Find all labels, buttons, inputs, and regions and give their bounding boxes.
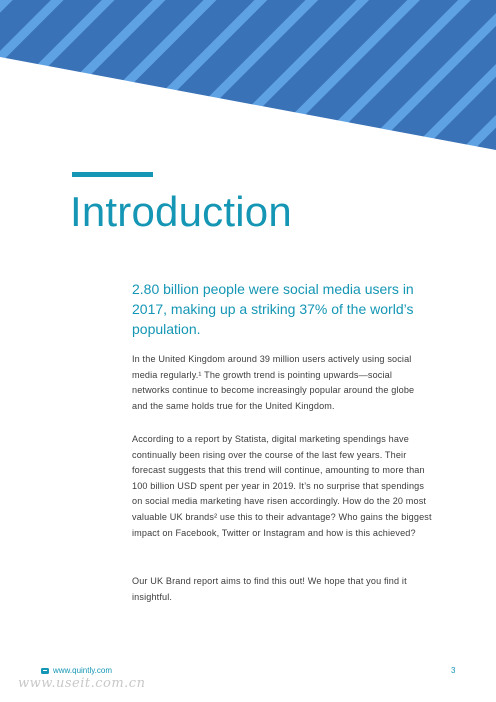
quintly-logo-icon (41, 667, 49, 675)
watermark: www.useit.com.cn (18, 676, 146, 691)
title-accent-bar (72, 172, 153, 177)
body-paragraph-3: Our UK Brand report aims to find this out! We hope that you find it insightful. (132, 576, 407, 602)
footer-url-text[interactable]: www.quintly.com (53, 666, 112, 675)
body-paragraph-1: In the United Kingdom around 39 million users actively using social media regularly.¹ The growth trend is pointing upwards—social networks continue to become increasingly popular around the globe and the same holds true for the United Kingdom. (132, 354, 415, 411)
diagonal-stripe-banner (0, 0, 496, 150)
footer-link[interactable] (41, 666, 112, 675)
body-paragraph-2: According to a report by Statista, digital marketing spendings have continually been rising over the course of the last few years. Their forecast suggests that this trend will continue, amounting to more than 100 billion USD spent per year in 2019. It’s no surprise that spendings on social media marketing have risen accordingly. How do the 20 most valuable UK brands² use this to their advantage? Who gains the biggest impact on Facebook, Twitter or Instagram and how is this achieved? (132, 434, 432, 538)
lead-statement: 2.80 billion people were social media users in 2017, making up a striking 37% of the world’s population. (132, 281, 414, 337)
header-banner (0, 0, 496, 150)
page-title: Introduction (70, 188, 292, 235)
page-number: 3 (451, 666, 456, 675)
